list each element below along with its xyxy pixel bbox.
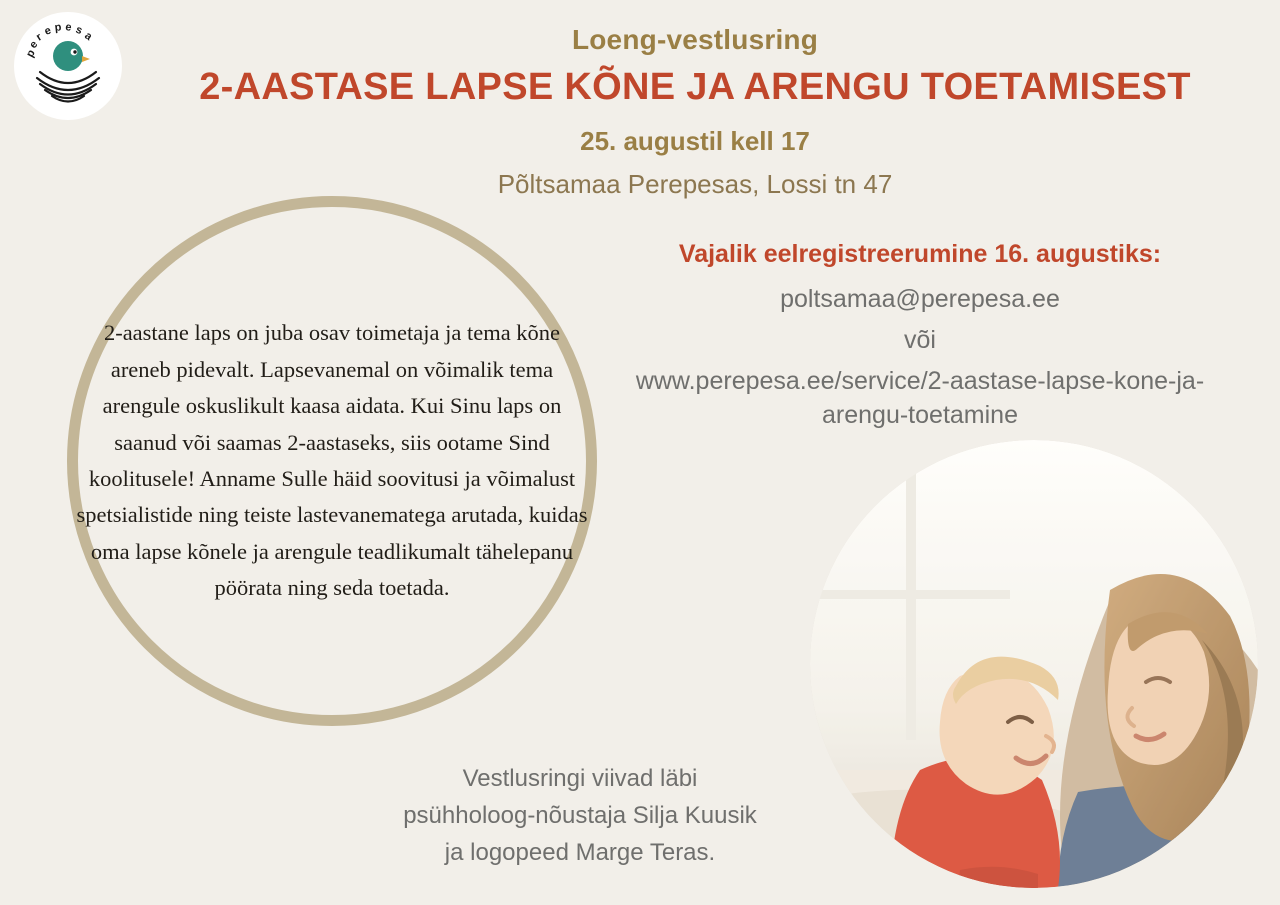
- registration-heading: Vajalik eelregistreerumine 16. augustiks:: [678, 240, 1162, 268]
- event-kicker: Loeng-vestlusring: [571, 24, 819, 55]
- bird-in-nest-logo-icon: [18, 16, 118, 116]
- registration-url[interactable]: www.perepesa.ee/service/2-aastase-lapse-kone-ja-arengu-toetamine: [635, 367, 1205, 429]
- event-datetime: 25. augustil kell 17: [580, 126, 810, 157]
- svg-text:p: p: [54, 21, 63, 34]
- svg-text:p: p: [24, 47, 38, 60]
- perepesa-logo: [14, 12, 122, 120]
- svg-text:s: s: [73, 23, 85, 38]
- svg-text:a: a: [82, 29, 95, 44]
- svg-text:e: e: [64, 21, 73, 34]
- presenters-block: [330, 760, 830, 872]
- svg-text:r: r: [34, 31, 45, 44]
- registration-email[interactable]: poltsamaa@perepesa.ee: [780, 284, 1060, 313]
- event-venue: Põltsamaa Perepesas, Lossi tn 47: [497, 169, 893, 200]
- mother-and-toddler-photo: [810, 440, 1258, 888]
- presenters-line-1: Vestlusringi viivad läbi: [462, 765, 698, 792]
- presenters-line-2: psühholoog-nõustaja Silja Kuusik: [403, 802, 757, 830]
- registration-block: [600, 238, 1240, 433]
- svg-text:e: e: [42, 24, 53, 38]
- description-block: [67, 196, 597, 726]
- header-block: [130, 22, 1260, 200]
- svg-text:e: e: [27, 38, 41, 52]
- photo-illustration: [810, 440, 1258, 888]
- presenters-line-3: ja logopeed Marge Teras.: [444, 839, 716, 867]
- description-text: 2-aastane laps on juba osav toimetaja ja tema kõne areneb pidevalt. Lapsevanemal on võimalik tema arengule oskuslikult kaasa aidata. Kui Sinu laps on saanud või saamas 2-aastaseks, siis ootame Sind koolitusele! Anname Sulle häid soovitusi ja võimalust spetsialistide ning teiste lastevanematega arutada, kuidas oma lapse kõnele ja arengule teadlikumalt tähelepanu pöörata ning seda toetada.: [76, 320, 588, 601]
- registration-or: või: [904, 326, 936, 355]
- page-title: 2-AASTASE LAPSE KÕNE JA ARENGU TOETAMISEST: [199, 66, 1191, 108]
